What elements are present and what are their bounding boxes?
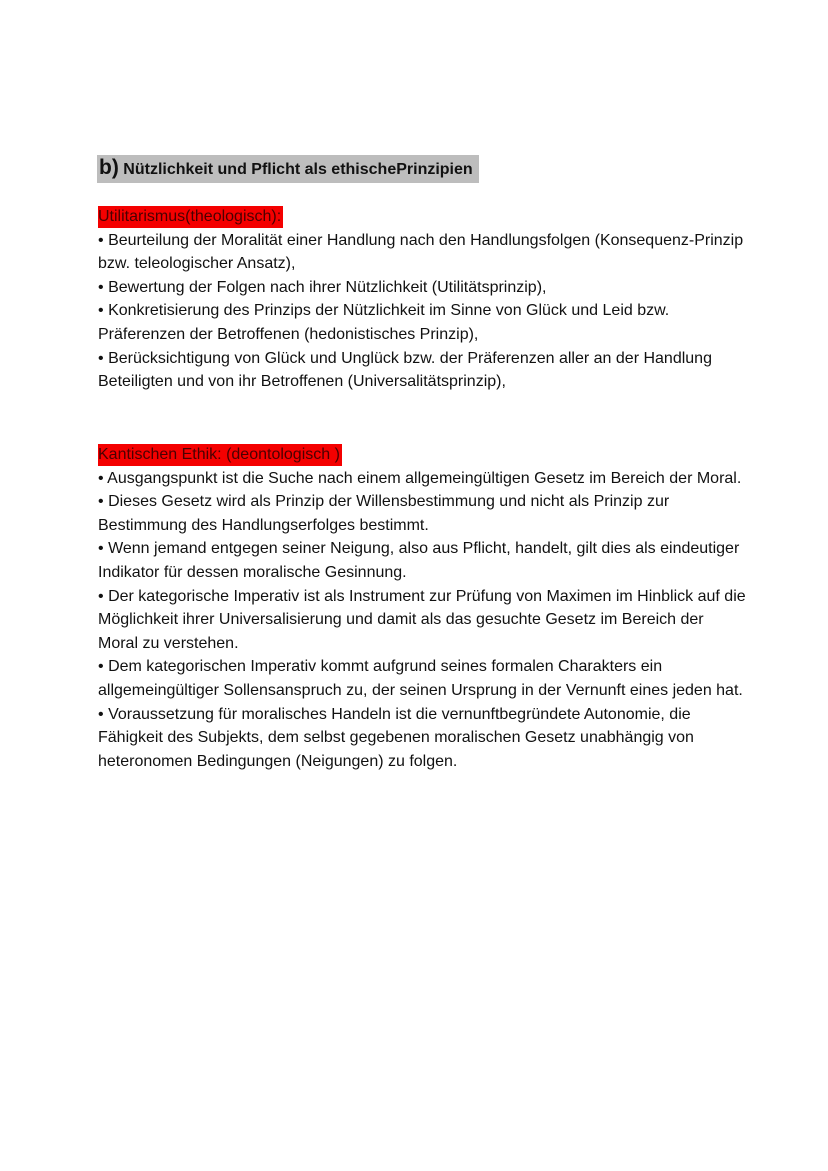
list-item <box>98 537 748 584</box>
page-heading <box>97 155 479 183</box>
list-item-text: Bewertung der Folgen nach ihrer Nützlichkeit (Utilitätsprinzip), <box>108 278 547 296</box>
section-utilitarismus <box>98 205 748 394</box>
heading-letter: b) <box>99 156 119 179</box>
list-item <box>98 703 748 774</box>
list-item <box>98 655 748 702</box>
bullet-glyph: • <box>98 540 104 558</box>
list-item <box>98 467 748 491</box>
list-item <box>98 229 748 276</box>
bullet-glyph: • <box>98 469 104 487</box>
list-item-text: Ausgangspunkt ist die Suche nach einem allgemeingültigen Gesetz im Bereich der Moral. <box>107 469 742 487</box>
list-item-text: Berücksichtigung von Glück und Unglück bzw. der Präferenzen aller an der Handlung Beteiligten und von ihr Betroffenen (Universalitätsprinzip), <box>98 349 712 391</box>
list-item <box>98 299 748 346</box>
section-kantische-ethik <box>98 443 748 773</box>
list-item-text: Dieses Gesetz wird als Prinzip der Willensbestimmung und nicht als Prinzip zur Bestimmung des Handlungserfolges bestimmt. <box>98 493 670 534</box>
list-item <box>98 490 748 537</box>
list-item <box>98 347 748 394</box>
list-item-text: Dem kategorischen Imperativ kommt aufgrund seines formalen Charakters ein allgemeingültiger Sollensanspruch zu, der seinen Ursprung in der Vernunft eines jeden hat. <box>98 658 743 699</box>
bullet-list-utilitarismus <box>98 229 748 394</box>
list-item <box>98 276 748 300</box>
section-title-kantische-ethik: Kantischen Ethik: (deontologisch ) <box>98 444 342 466</box>
bullet-glyph: • <box>98 231 104 249</box>
bullet-glyph: • <box>98 658 104 676</box>
bullet-glyph: • <box>98 705 104 723</box>
bullet-glyph: • <box>98 493 104 511</box>
list-item-text: Der kategorische Imperativ ist als Instrument zur Prüfung von Maximen im Hinblick auf die Möglichkeit ihrer Universalisierung und damit als das gesuchte Gesetz im Bereich der Moral zu verstehen. <box>98 587 746 652</box>
list-item <box>98 585 748 656</box>
heading-text: Nützlichkeit und Pflicht als ethischePrinzipien <box>123 161 473 178</box>
list-item-text: Wenn jemand entgegen seiner Neigung, also aus Pflicht, handelt, gilt dies als eindeutiger Indikator für dessen moralische Gesinnung. <box>98 540 740 581</box>
bullet-glyph: • <box>98 587 104 605</box>
list-item-text: Konkretisierung des Prinzips der Nützlichkeit im Sinne von Glück und Leid bzw. Präferenzen der Betroffenen (hedonistisches Prinzip), <box>98 302 670 343</box>
section-title-utilitarismus: Utilitarismus(theologisch): <box>98 206 283 228</box>
bullet-list-kantische-ethik <box>98 467 748 774</box>
bullet-glyph: • <box>98 302 104 320</box>
list-item-text: Voraussetzung für moralisches Handeln ist die vernunftbegründete Autonomie, die Fähigkeit des Subjekts, dem selbst gegebenen moralischen Gesetz unabhängig von heteronomen Bedingungen (Neigungen) zu folgen. <box>98 705 694 770</box>
bullet-glyph: • <box>98 278 104 296</box>
list-item-text: Beurteilung der Moralität einer Handlung nach den Handlungsfolgen (Konsequenz-Prinzip bzw. teleologischer Ansatz), <box>98 231 744 273</box>
bullet-glyph: • <box>98 349 104 367</box>
